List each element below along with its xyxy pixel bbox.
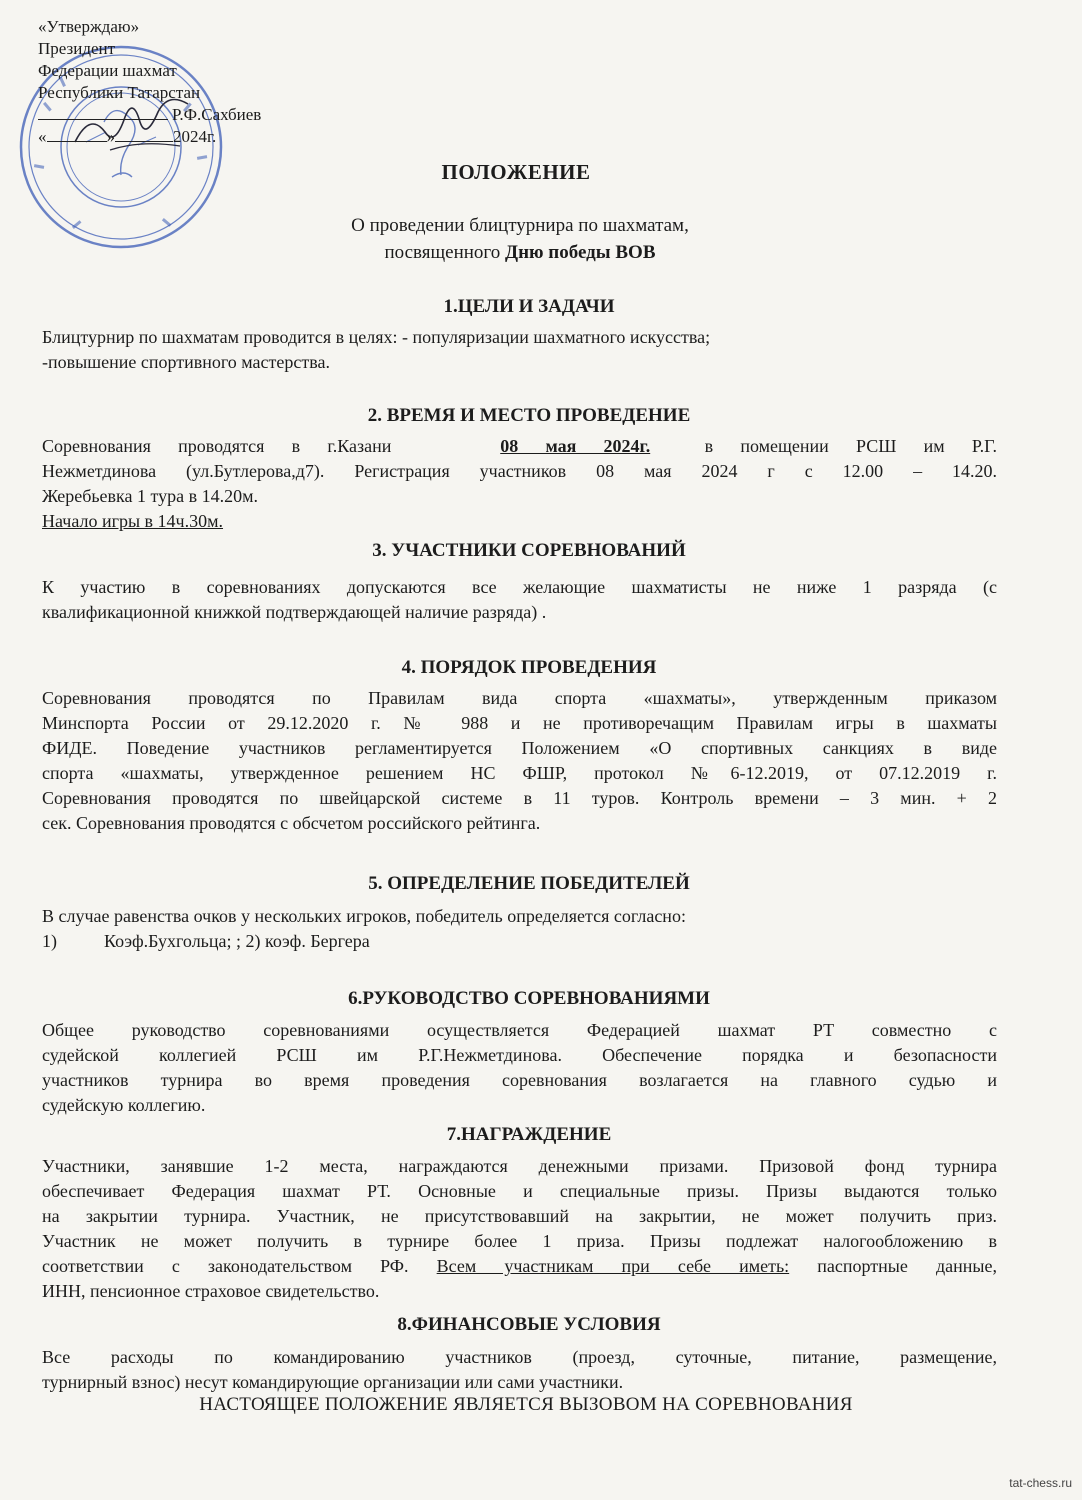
section-text: [42, 575, 997, 625]
section-heading: 1.ЦЕЛИ И ЗАДАЧИ: [443, 296, 615, 317]
text-line: Минспорта России от 29.12.2020 г. № 988 и не противоречащим Правилам игры в шахматы: [42, 713, 997, 733]
text-line: турнирный взнос) несут командирующие организации или сами участники.: [42, 1372, 624, 1392]
text-line: Нежметдинова (ул.Бутлерова,д7). Регистрация участников 08 мая 2024 г с 12.00 – 14.20.: [42, 461, 997, 481]
text-line: К участию в соревнованиях допускаются все желающие шахматисты не ниже 1 разряда (с: [42, 577, 997, 597]
list-number: 1): [42, 931, 57, 951]
text-fragment-underlined: Всем участникам при себе иметь:: [436, 1256, 790, 1276]
watermark: tat-chess.ru: [1009, 1476, 1072, 1490]
text-line: Соревнования проводятся по Правилам вида спорта «шахматы», утвержденным приказом: [42, 688, 997, 708]
section-heading: 5. ОПРЕДЕЛЕНИЕ ПОБЕДИТЕЛЕЙ: [368, 873, 690, 894]
text-line: Блицтурнир по шахматам проводится в целях: - популяризации шахматного искусства;: [42, 327, 711, 347]
section-heading: 6.РУКОВОДСТВО СОРЕВНОВАНИЯМИ: [348, 988, 710, 1009]
text-line: Общее руководство соревнованиями осуществляется Федерацией шахмат РТ совместно с: [42, 1020, 997, 1040]
text-line: Соревнования проводятся по швейцарской системе в 11 туров. Контроль времени – 3 мин. + 2: [42, 788, 997, 808]
approval-year: 2024г.: [173, 127, 217, 146]
text-line: -повышение спортивного мастерства.: [42, 352, 330, 372]
text-fragment: паспортные данные,: [789, 1256, 997, 1276]
subtitle-bold: Дню победы ВОВ: [505, 242, 656, 263]
text-line: судейскую коллегию.: [42, 1095, 206, 1115]
text-line: Начало игры в 14ч.30м.: [42, 511, 224, 531]
section-text: [42, 325, 997, 375]
footer-note: НАСТОЯЩЕЕ ПОЛОЖЕНИЕ ЯВЛЯЕТСЯ ВЫЗОВОМ НА СОРЕВНОВАНИЯ: [199, 1394, 853, 1415]
text-line: сек. Соревнования проводятся с обсчетом российского рейтинга.: [42, 813, 541, 833]
text-fragment: соответствии с законодательством РФ.: [42, 1256, 437, 1276]
date-quote-open: «: [38, 127, 47, 146]
section-heading: 4. ПОРЯДОК ПРОВЕДЕНИЯ: [401, 657, 657, 678]
text-fragment: Коэф.Бухгольца; ; 2) коэф. Бергера: [104, 931, 370, 951]
text-line: на закрытии турнира. Участник, не присутствовавший на закрытии, не может получить приз.: [42, 1206, 997, 1226]
approval-line: Президент: [38, 39, 116, 58]
text-line: ФИДЕ. Поведение участников регламентируется Положением «О спортивных санкциях в виде: [42, 738, 997, 758]
approval-block: [38, 16, 261, 148]
section-heading: 3. УЧАСТНИКИ СОРЕВНОВАНИЙ: [372, 540, 686, 561]
subtitle-line: О проведении блицтурнира по шахматам,: [351, 215, 689, 236]
text-fragment: в помещении РСШ им Р.Г.: [704, 436, 998, 456]
section-text: [42, 686, 997, 836]
text-line: спорта «шахматы, утвержденное решением НС ФШР, протокол №6-12.2019, от 07.12.2019 г.: [42, 763, 997, 783]
text-line: ИНН, пенсионное страховое свидетельство.: [42, 1281, 380, 1301]
section-heading: 7.НАГРАЖДЕНИЕ: [446, 1124, 612, 1145]
section-heading: 2. ВРЕМЯ И МЕСТО ПРОВЕДЕНИЕ: [367, 405, 691, 426]
subtitle-line: [0, 239, 1040, 266]
approval-signer: Р.Ф.Сахбиев: [172, 105, 262, 124]
event-date: 08 мая 2024г.: [500, 436, 651, 456]
text-line: участников турнира во время проведения соревнования возлагается на главного судью и: [42, 1070, 997, 1090]
text-line: [42, 434, 997, 459]
document-title: ПОЛОЖЕНИЕ: [441, 160, 591, 184]
approval-line: Республики Татарстан: [38, 83, 201, 102]
approval-line: Федерации шахмат: [38, 61, 177, 80]
approval-signer-row: [38, 104, 261, 126]
text-line: [42, 1254, 997, 1279]
text-line: [42, 929, 997, 954]
approval-line: «Утверждаю»: [38, 17, 140, 36]
section-text: [42, 1345, 997, 1395]
approval-date-row: [38, 126, 261, 148]
text-fragment: Соревнования проводятся в г.Казани: [42, 436, 392, 456]
text-line: Участник не может получить в турнире более 1 приза. Призы подлежат налогообложению в: [42, 1231, 997, 1251]
text-line: Жеребьевка 1 тура в 14.20м.: [42, 486, 259, 506]
section-text: [42, 1154, 997, 1304]
text-line: судейской коллегией РСШ им Р.Г.Нежметдинова. Обеспечение порядка и безопасности: [42, 1045, 997, 1065]
section-text: [42, 1018, 997, 1118]
date-quote-close: »: [106, 127, 115, 146]
section-text: [42, 434, 997, 534]
subtitle-prefix: посвященного: [384, 242, 505, 263]
text-line: обеспечивает Федерация шахмат РТ. Основные и специальные призы. Призы выдаются только: [42, 1181, 997, 1201]
text-line: Участники, занявшие 1-2 места, награждаются денежными призами. Призовой фонд турнира: [42, 1156, 997, 1176]
section-heading: 8.ФИНАНСОВЫЕ УСЛОВИЯ: [397, 1314, 661, 1335]
text-line: Все расходы по командированию участников (проезд, суточные, питание, размещение,: [42, 1347, 997, 1367]
section-text: [42, 904, 997, 954]
text-line: квалификационной книжкой подтверждающей наличие разряда) .: [42, 602, 547, 622]
text-line: В случае равенства очков у нескольких игроков, победитель определяется согласно:: [42, 906, 686, 926]
document-subtitle: [0, 212, 1040, 266]
